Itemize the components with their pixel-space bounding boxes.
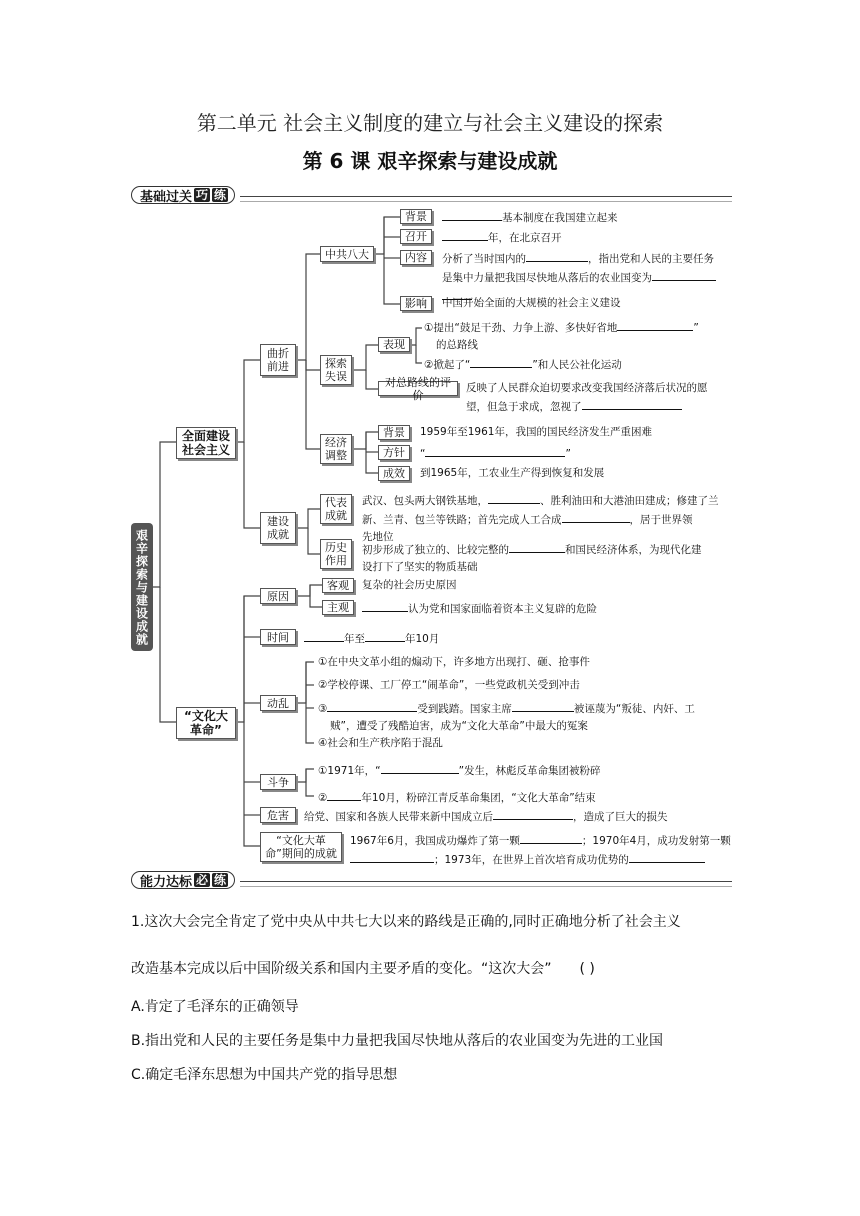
node-chengjiu-qijian: “文化大革命”期间的成就 [260,832,342,862]
douzheng-item-1: ①1971年，“ ”发生，林彪反革命集团被粉碎 [318,761,601,780]
weihai-text: 给党、国家和各族人民带来新中国成立后 ，造成了巨大的损失 [304,807,668,826]
section-ability-badge-1: 必 [196,873,209,887]
node-bada-beijing: 背景 [400,209,432,224]
biaoxian-item-2: ②掀起了“ ”和人民公社化运动 [424,355,622,374]
jj-beijing-text: 1959年至1961年，我国的国民经济发生严重困难 [420,426,652,438]
zhuguan-text: 认为党和国家面临着资本主义复辟的危险 [362,599,597,618]
node-weihai: 危害 [260,807,296,823]
douzheng-item-2: ② 年10月，粉碎江青反革命集团，“文化大革命”结束 [318,788,596,807]
biaoxian-item-1: ①提出“鼓足干劲、力争上游、多快好省地 ” 的总路线 [424,318,699,354]
bada-zhaokai-text: 年，在北京召开 [442,228,562,247]
keguan-text: 复杂的社会历史原因 [362,579,457,591]
section-ability-badge-2: 练 [214,873,227,887]
node-lishi-zuoyong: 历史作用 [320,539,352,569]
question-stem-line-2: 改造基本完成以后中国阶级关系和国内主要矛盾的变化。“这次大会” ( ) [131,961,595,977]
dongluan-item-2: ②学校停课、工厂停工“闹革命”，一些党政机关受到冲击 [318,679,580,691]
option-c[interactable]: C.确定毛泽东思想为中国共产党的指导思想 [131,1067,398,1083]
section-basic-badge-1: 巧 [196,188,209,202]
option-b[interactable]: B.指出党和人民的主要任务是集中力量把我国尽快地从落后的农业国变为先进的工业国 [131,1033,664,1049]
bada-yingxiang-text: 中国开始全面的大规模的社会主义建设 [442,297,621,309]
section-ability-rule [240,881,732,882]
dongluan-item-4: ④社会和生产秩序陷于混乱 [318,737,443,749]
node-jj-fangzhen: 方针 [378,445,410,460]
node-tansuo-shiwu: 探索失误 [320,355,352,385]
node-keguan: 客观 [322,578,354,593]
lesson-title: 第 6 课 艰辛探索与建设成就 [302,149,558,173]
section-ability-pill [131,871,235,889]
chengjiu-text: 1967年6月，我国成功爆炸了第一颗 ；1970年4月，成功发射第一颗 ；1973年，在世界上首次培育成功优势的 [350,831,736,869]
node-douzheng: 斗争 [260,774,296,790]
node-zhuguan: 主观 [322,600,354,615]
shijian-text: 年至 年10月 [304,629,439,648]
node-biaoxian: 表现 [378,337,410,352]
section-ability-header [131,871,235,889]
node-bada-neirong: 内容 [400,250,432,265]
zuoyong-text: 初步形成了独立的、比较完整的 和国民经济体系，为现代化建 设打下了坚实的物质基础 [362,540,736,576]
node-zhonggong-bada: 中共八大 [320,246,374,262]
daibiao-text: 武汉、包头两大钢铁基地， 、胜利油田和大港油田建成；修建了兰 新、兰青、包兰等铁路；首先完成人工合成 ，居于世界领 先地位 [362,491,736,546]
answer-bracket[interactable]: ( ) [579,961,595,977]
node-bada-zhaokai: 召开 [400,229,432,244]
mindmap-root-label: 艰辛探索与建设成就 [131,523,153,651]
option-a[interactable]: A.肯定了毛泽东的正确领导 [131,999,299,1015]
pingjia-text: 反映了人民群众迫切要求改变我国经济落后状况的愿 望，但急于求成，忽视了 [466,382,708,413]
bada-neirong-text: 分析了当时国内的 ，指出党和人民的主要任务 是集中力量把我国尽快地从落后的农业国变为 [442,249,734,306]
node-quanmian-jianshe: 全面建设社会主义 [176,427,236,459]
unit-title: 第二单元 社会主义制度的建立与社会主义建设的探索 [196,111,664,135]
dongluan-item-3: ③ 受到践踏。国家主席 被诬蔑为“叛徒、内奸、工 贼”，遭受了残酷迫害，成为“文化大革命”中最大的冤案 [318,699,736,735]
node-wenhua-dageming: “文化大革命” [176,707,236,739]
jj-fangzhen-text: “ ” [420,444,571,463]
node-bada-yingxiang: 影响 [400,296,432,311]
node-jj-beijing: 背景 [378,425,410,440]
section-basic-badge-2: 练 [214,188,227,202]
bada-beijing-text: 基本制度在我国建立起来 [442,208,618,227]
dongluan-item-1: ①在中央文革小组的煽动下，许多地方出现打、砸、抢事件 [318,656,590,668]
node-jingji-tiaozheng: 经济调整 [320,434,352,464]
node-yuanyin: 原因 [260,588,296,604]
section-ability-rule-thin [240,886,732,887]
node-dongluan: 动乱 [260,695,296,711]
section-ability-label: 能力达标 [140,874,193,890]
section-basic-label: 基础过关 [140,189,193,205]
node-jianshe-chengjiu: 建设成就 [260,512,296,544]
node-zongluxian-pingjia: 对总路线的评价 [378,381,458,396]
node-shijian: 时间 [260,629,296,645]
node-jj-chengxiao: 成效 [378,466,410,481]
node-daibiao-chengjiu: 代表成就 [320,494,352,524]
jj-chengxiao-text: 到1965年，工农业生产得到恢复和发展 [420,467,605,479]
node-quzhe-qianjin: 曲折前进 [260,344,296,376]
question-stem-line-1: 1.这次大会完全肯定了党中央从中共七大以来的路线是正确的,同时正确地分析了社会主义 [131,914,681,930]
